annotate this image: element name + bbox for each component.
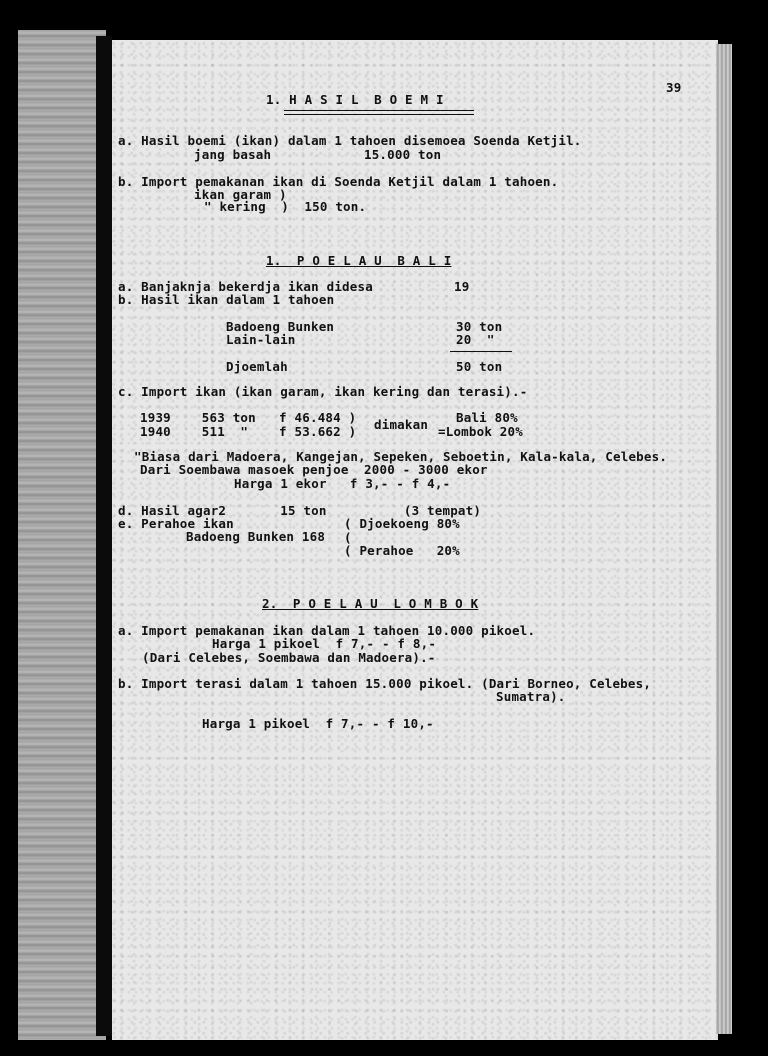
bali-row-name: Lain-lain [226, 332, 296, 347]
bali-row-value: 30 ton [456, 319, 503, 334]
page-number: 39 [666, 80, 682, 95]
bali-e-sub: Badoeng Bunken 168 [186, 529, 326, 544]
lombok-a-line3: (Dari Celebes, Soembawa dan Madoera).- [142, 650, 436, 665]
title-double-underline [284, 110, 474, 115]
section-title-hasil-boemi: 1. H A S I L B O E M I [266, 92, 444, 107]
lombok-b-line2: Sumatra). [496, 689, 566, 704]
bali-c-bali-share: Bali 80% [456, 410, 518, 425]
bali-a-value: 19 [454, 279, 470, 294]
bali-row-name: Badoeng Bunken [226, 319, 335, 334]
bali-c-row-1940: 1940 511 " f 53.662 ) [140, 424, 357, 439]
bali-e-line: e. Perahoe ikan [118, 516, 234, 531]
lombok-a-line2: Harga 1 pikoel f 7,- - f 8,- [212, 636, 437, 651]
lombok-b-line3: Harga 1 pikoel f 7,- - f 10,- [202, 716, 434, 731]
bali-row-value: 20 " [456, 332, 495, 347]
bali-c-line: c. Import ikan (ikan garam, ikan kering dan terasi).- [118, 384, 528, 399]
bali-e-bracket-perahoe: ( Perahoe 20% [344, 543, 460, 558]
sum-rule [450, 351, 512, 352]
hasil-boemi-b-line2: ikan garam ) [194, 187, 287, 202]
hasil-boemi-a-line2: jang basah 15.000 ton [194, 147, 442, 162]
hasil-boemi-a-line1: a. Hasil boemi (ikan) dalam 1 tahoen disemoea Soenda Ketjil. [118, 133, 582, 148]
bali-dari-line: Dari Soembawa masoek penjoe 2000 - 3000 ekor [140, 462, 488, 477]
bali-d-line: d. Hasil agar2 15 ton (3 tempat) [118, 503, 482, 518]
lombok-b-line1: b. Import terasi dalam 1 tahoen 15.000 pikoel. (Dari Borneo, Celebes, [118, 676, 652, 691]
section-title-poelau-bali: 1. P O E L A U B A L I [266, 253, 452, 268]
book-edge-left [18, 30, 106, 1040]
section-title-poelau-lombok: 2. P O E L A U L O M B O K [262, 596, 479, 611]
bali-harga-line: Harga 1 ekor f 3,- - f 4,- [234, 476, 451, 491]
bali-e-bracket-mid: ( [344, 530, 352, 545]
bali-c-lombok-share: =Lombok 20% [438, 424, 523, 439]
bali-e-bracket-djoekoeng: ( Djoekoeng 80% [344, 516, 460, 531]
bali-total-value: 50 ton [456, 359, 503, 374]
bali-c-row-1939: 1939 563 ton f 46.484 ) [140, 410, 357, 425]
bali-a-label: a. Banjaknja bekerdja ikan didesa [118, 279, 373, 294]
page-stack-edge [716, 44, 732, 1034]
bali-c-dimakan: dimakan [374, 417, 429, 432]
bali-biasa-line: "Biasa dari Madoera, Kangejan, Sepeken, Seboetin, Kala-kala, Celebes. [134, 449, 668, 464]
bali-total-name: Djoemlah [226, 359, 288, 374]
lombok-a-line1: a. Import pemakanan ikan dalam 1 tahoen 10.000 pikoel. [118, 623, 536, 638]
hasil-boemi-b-line3: " kering ) 150 ton. [204, 199, 367, 214]
bali-b-label: b. Hasil ikan dalam 1 tahoen [118, 292, 335, 307]
hasil-boemi-b-line1: b. Import pemakanan ikan di Soenda Ketjil dalam 1 tahoen. [118, 174, 559, 189]
book-binding [96, 36, 112, 1036]
